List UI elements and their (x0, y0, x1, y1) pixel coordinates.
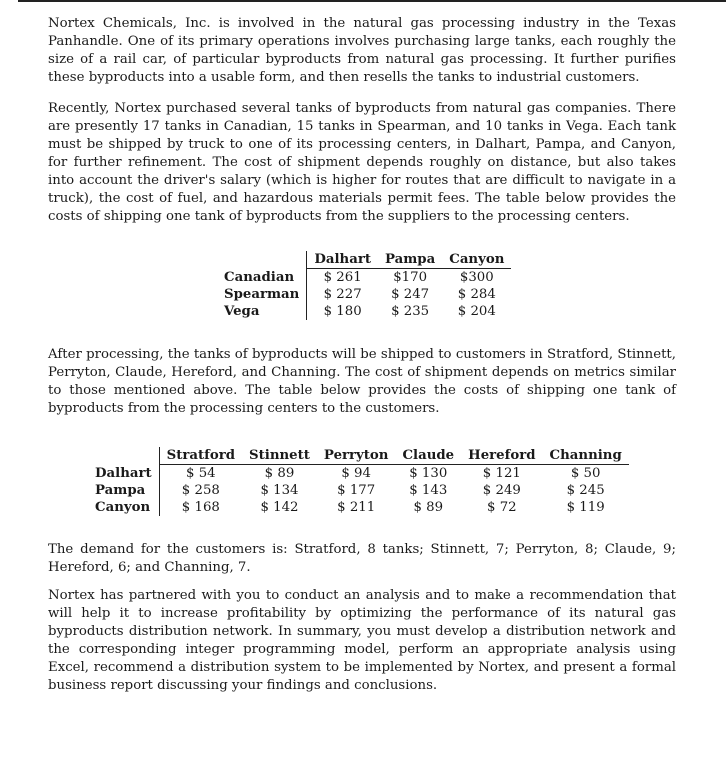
processing-paragraph: After processing, the tanks of byproducts will be shipped to customers in Stratford, Stinnett, Perryton, Claude, Hereford, and Channing. The cost of shipment depends on metrics similar to those mentioned above. The table below provides the costs of shipping one tank of byproducts from the processing centers to the customers. (48, 347, 676, 416)
table-cell: $ 180 (323, 304, 362, 319)
table-cell: $ 245 (566, 483, 605, 498)
table-row (217, 303, 511, 320)
table-row (88, 482, 629, 499)
row-header: Spearman (217, 286, 307, 303)
column-header: Channing (543, 447, 629, 465)
table-cell: $ 284 (457, 287, 496, 302)
row-header: Canyon (88, 499, 159, 516)
conclusion-paragraph: Nortex has partnered with you to conduct an analysis and to make a recommendation that will help it to increase profitability by optimizing the performance of its natural gas byproducts distribution network. In summary, you must develop a distribution network and the corresponding integer programming model, perform an appropriate analysis using Excel, recommend a distribution system to be implemented by Nortex, and present a formal business report discussing your findings and conclusions. (48, 588, 676, 693)
demand-paragraph: The demand for the customers is: Stratford, 8 tanks; Stinnett, 7; Perryton, 8; Claude, 9; Hereford, 6; and Channing, 7. (48, 542, 676, 575)
top-rule (18, 0, 726, 2)
row-header: Dalhart (88, 465, 159, 483)
customer-cost-table (88, 447, 629, 516)
table-row (217, 269, 511, 287)
row-header: Canadian (217, 269, 307, 287)
table-cell: $ 227 (323, 287, 362, 302)
column-header: Hereford (461, 447, 542, 465)
table-cell: $ 143 (409, 483, 448, 498)
purchase-paragraph: Recently, Nortex purchased several tanks of byproducts from natural gas companies. There are presently 17 tanks in Canadian, 15 tanks in Spearman, and 10 tanks in Vega. Each tank must be shipped by truck to one of its processing centers, in Dalhart, Pampa, and Canyon, for further refinement. The cost of shipment depends roughly on distance, but also takes into account the driver's salary (which is higher for routes that are difficult to navigate in a truck), the cost of fuel, and hazardous materials permit fees. The table below provides the costs of shipping one tank of byproducts from the suppliers to the processing centers. (48, 101, 676, 224)
table-cell: $ 119 (566, 500, 605, 515)
table-cell: $ 177 (337, 483, 376, 498)
table-row (88, 499, 629, 516)
table-cell: $300 (459, 270, 494, 285)
table-cell: $ 249 (482, 483, 521, 498)
table-cell: $ 94 (341, 466, 371, 481)
table-cell: $ 121 (482, 466, 521, 481)
table-cell: $ 258 (181, 483, 220, 498)
table-cell: $170 (393, 270, 428, 285)
row-header: Vega (217, 303, 307, 320)
table-cell: $ 261 (323, 270, 362, 285)
table-cell: $ 204 (457, 304, 496, 319)
table-cell: $ 89 (264, 466, 295, 481)
column-header: Canyon (442, 251, 511, 269)
table-row (88, 465, 629, 483)
column-header: Stratford (159, 447, 242, 465)
table-cell: $ 89 (413, 500, 444, 515)
column-header: Claude (395, 447, 461, 465)
table-row (217, 286, 511, 303)
table-cell: $ 50 (570, 466, 601, 481)
column-header: Pampa (378, 251, 442, 269)
table-cell: $ 54 (186, 466, 216, 481)
column-header: Dalhart (307, 251, 378, 269)
table-cell: $ 142 (260, 500, 299, 515)
column-header: Perryton (317, 447, 396, 465)
table-cell: $ 72 (487, 500, 517, 515)
intro-paragraph: Nortex Chemicals, Inc. is involved in the natural gas processing industry in the Texas Panhandle. One of its primary operations involves purchasing large tanks, each roughly the size of a rail car, of particular byproducts from natural gas processing. It further purifies these byproducts into a usable form, and then resells the tanks to industrial customers. (48, 16, 676, 85)
supplier-cost-table (217, 251, 511, 320)
column-header: Stinnett (242, 447, 317, 465)
table-corner (217, 251, 307, 269)
table-cell: $ 168 (181, 500, 220, 515)
table-cell: $ 235 (391, 304, 430, 319)
table-cell: $ 211 (337, 500, 376, 515)
table-cell: $ 247 (391, 287, 430, 302)
table-cell: $ 134 (260, 483, 299, 498)
table-corner (88, 447, 159, 465)
row-header: Pampa (88, 482, 159, 499)
table-cell: $ 130 (409, 466, 448, 481)
